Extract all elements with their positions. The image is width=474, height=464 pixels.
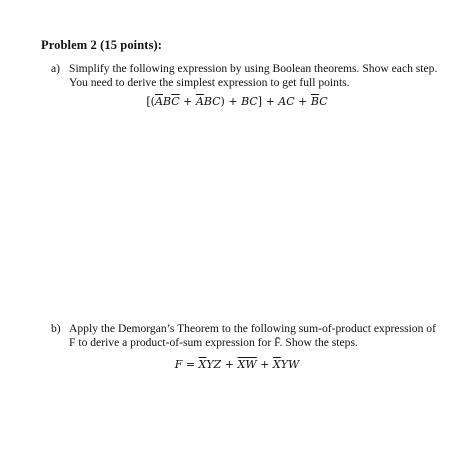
part-a bbox=[51, 62, 441, 90]
problem-heading: Problem 2 (15 points): bbox=[41, 38, 163, 52]
part-a-text: Simplify the following expression by using Boolean theorems. Show each step. You need to derive the simplest expression to get full points. bbox=[69, 62, 438, 89]
part-a-expression: $[(\overline{A}B\overline{C} + \overline{A}BC) + BC]$ + AC + $\overline{B}C$ bbox=[146, 95, 328, 108]
part-b bbox=[51, 322, 441, 350]
part-b-text: Apply the Demorgan’s Theorem to the following sum-of-product expression of F to derive a product-of-sum expression for F̄. Show the steps. bbox=[69, 322, 436, 349]
part-b-expression: $F = \overline{X}YZ + \overline{X}\overline{W} + \overline{X}YW$ bbox=[174, 358, 300, 371]
part-a-marker: a) bbox=[51, 62, 61, 75]
part-b-marker: b) bbox=[51, 322, 61, 335]
